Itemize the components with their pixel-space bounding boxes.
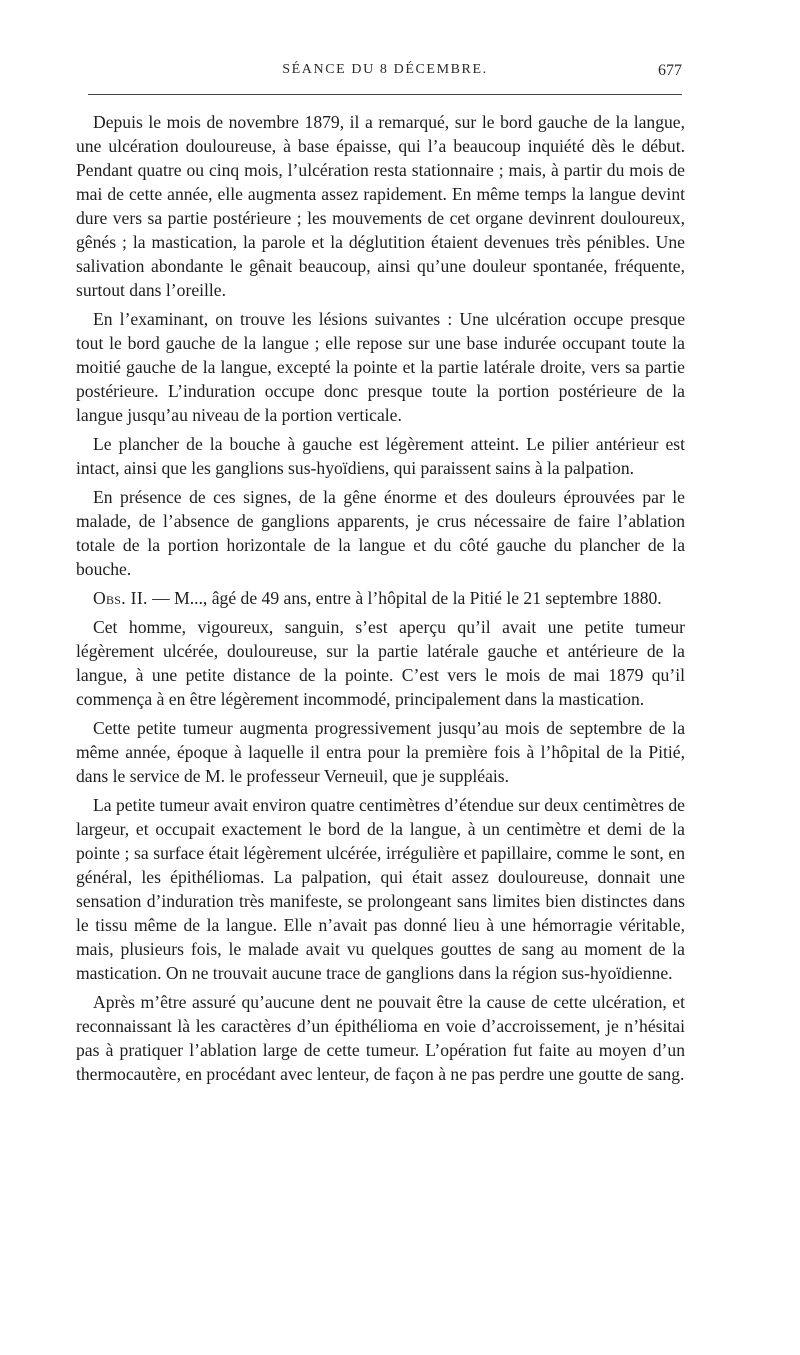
observation-label: Obs. II.	[93, 588, 148, 608]
page-number: 677	[658, 62, 682, 79]
paragraph: Cet homme, vigoureux, sanguin, s’est aperçu qu’il avait une petite tumeur légèrement ulcérée, douloureuse, sur la partie latérale gauche et antérieure de la langue, à une petite distance de la pointe. C’est vers le mois de mai 1879 qu’il commença à en être légèrement incommodé, principalement dans la mastication.	[76, 617, 685, 709]
paragraph: La petite tumeur avait environ quatre centimètres d’étendue sur deux centimètres de largeur, et occupait exactement le bord de la langue, à un centimètre et demi de la pointe ; sa surface était légèrement ulcérée, irrégulière et papillaire, comme le sont, en général, les épithéliomas. La palpation, qui était assez douloureuse, donnait une sensation d’induration très manifeste, se prolongeant sans limites bien distinctes dans le tissu même de la langue. Elle n’avait pas donné lieu à une hémorragie véritable, mais, plusieurs fois, le malade avait vu quelques gouttes de sang au moment de la mastication. On ne trouvait aucune trace de ganglions dans la région sus-hyoïdienne.	[76, 795, 685, 983]
observation-paragraph	[76, 586, 685, 610]
paragraph: Le plancher de la bouche à gauche est légèrement atteint. Le pilier antérieur est intact, ainsi que les ganglions sus-hyoïdiens, qui paraissent sains à la palpation.	[76, 434, 685, 478]
paragraph: Après m’être assuré qu’aucune dent ne pouvait être la cause de cette ulcération, et reconnaissant là les caractères d’un épithélioma en voie d’accroissement, je n’hésitai pas à pratiquer l’ablation large de cette tumeur. L’opération fut faite au moyen d’un thermocautère, en procédant avec lenteur, de façon à ne pas perdre une goutte de sang.	[76, 992, 685, 1084]
observation-text: — M..., âgé de 49 ans, entre à l’hôpital de la Pitié le 21 septembre 1880.	[147, 588, 662, 608]
paragraph: En l’examinant, on trouve les lésions suivantes : Une ulcération occupe presque tout le bord gauche de la langue ; elle repose sur une base indurée occupant toute la moitié gauche de la langue, excepté la pointe et la partie latérale droite, vers sa partie postérieure. L’induration occupe donc presque toute la portion postérieure de la langue jusqu’au niveau de la portion verticale.	[76, 309, 685, 425]
paragraph: Cette petite tumeur augmenta progressivement jusqu’au mois de septembre de la même année, époque à laquelle il entra pour la première fois à l’hôpital de la Pitié, dans le service de M. le professeur Verneuil, que je suppléais.	[76, 718, 685, 786]
running-head	[88, 62, 682, 84]
header-rule	[88, 94, 682, 95]
body-text	[76, 110, 685, 1091]
paragraph: Depuis le mois de novembre 1879, il a remarqué, sur le bord gauche de la langue, une ulcération douloureuse, à base épaisse, qui l’a beaucoup inquiété dès le début. Pendant quatre ou cinq mois, l’ulcération resta stationnaire ; mais, à partir du mois de mai de cette année, elle augmenta assez rapidement. En même temps la langue devint dure vers sa partie postérieure ; les mouvements de cet organe devinrent douloureux, gênés ; la mastication, la parole et la déglutition étaient devenues très pénibles. Une salivation abondante le gênait beaucoup, ainsi qu’une douleur spontanée, fréquente, surtout dans l’oreille.	[76, 112, 685, 300]
paragraph: En présence de ces signes, de la gêne énorme et des douleurs éprouvées par le malade, de l’absence de ganglions apparents, je crus nécessaire de faire l’ablation totale de la portion horizontale de la langue et du côté gauche du plancher de la bouche.	[76, 487, 685, 579]
running-title: SÉANCE DU 8 DÉCEMBRE.	[282, 62, 488, 77]
